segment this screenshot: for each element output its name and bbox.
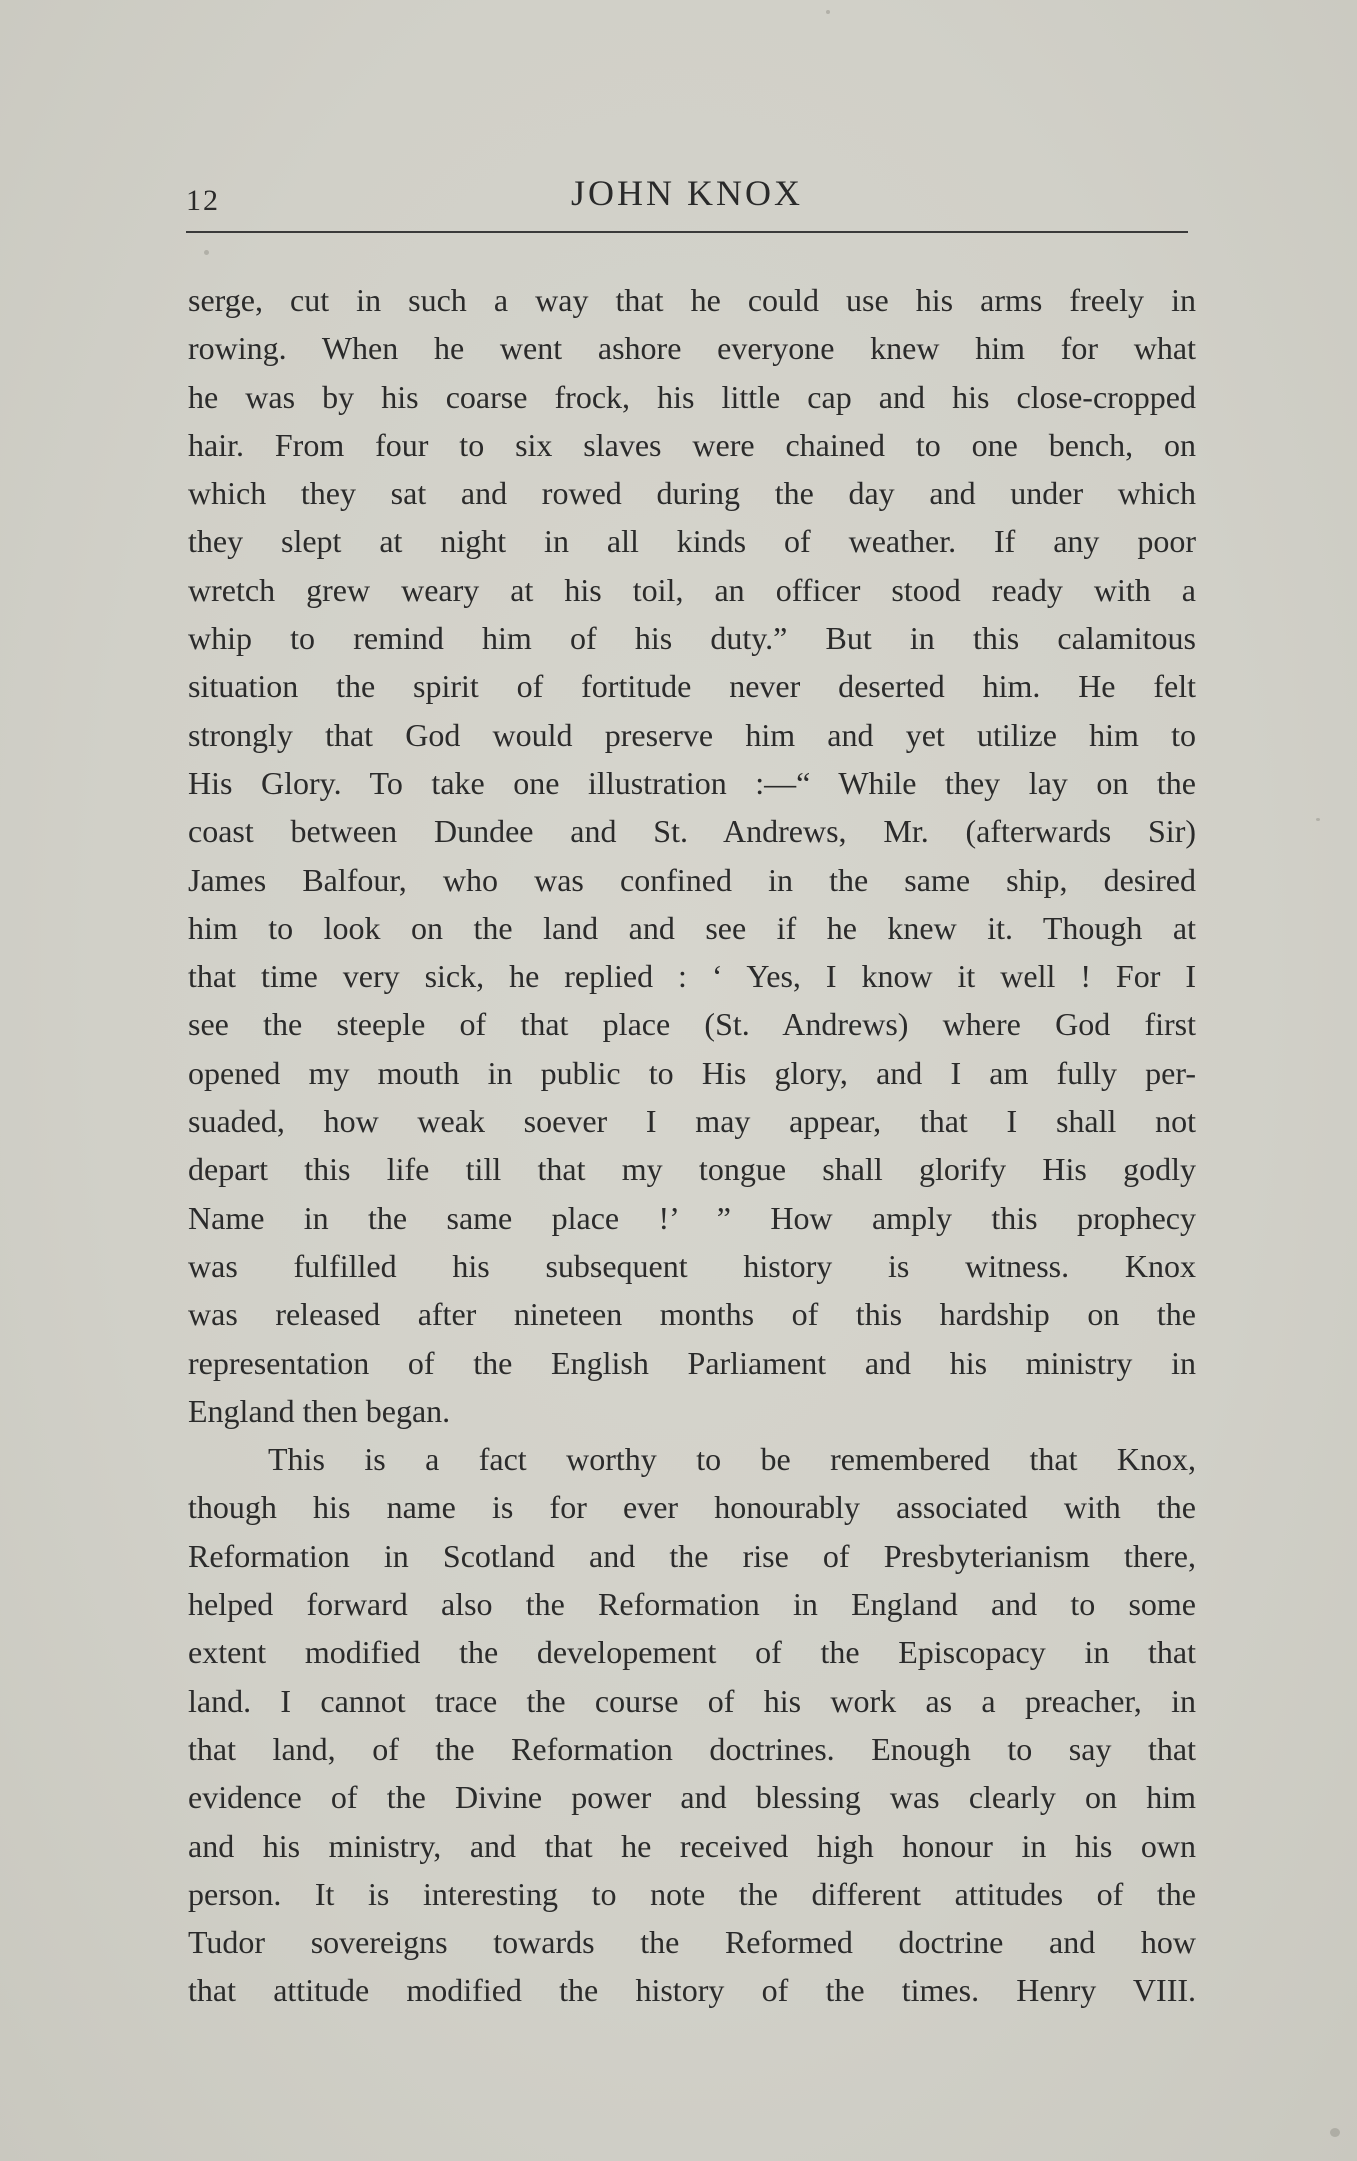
paper-speck	[1316, 818, 1320, 821]
text-line: wretch grew weary at his toil, an officer stood ready with a	[188, 571, 1196, 608]
text-line: person. It is interesting to note the different attitudes of the	[188, 1875, 1196, 1912]
text-line: that attitude modified the history of the times. Henry VIII.	[188, 1972, 1196, 2009]
text-line: rowing. When he went ashore everyone knew him for what	[188, 330, 1196, 367]
text-line: and his ministry, and that he received high honour in his own	[188, 1827, 1196, 1864]
text-line: was released after nineteen months of this hardship on the	[188, 1296, 1196, 1333]
paragraph	[188, 1435, 1196, 2015]
text-line: land. I cannot trace the course of his work as a preacher, in	[188, 1682, 1196, 1719]
text-line: whip to remind him of his duty.” But in this calamitous	[188, 620, 1196, 657]
text-line: coast between Dundee and St. Andrews, Mr. (afterwards Sir)	[188, 813, 1196, 850]
text-line: James Balfour, who was confined in the same ship, desired	[188, 861, 1196, 898]
text-line: though his name is for ever honourably associated with the	[188, 1489, 1196, 1526]
page-header	[186, 172, 1188, 228]
text-line: he was by his coarse frock, his little cap and his close-cropped	[188, 378, 1196, 415]
text-line: helped forward also the Reformation in England and to some	[188, 1586, 1196, 1623]
text-line: situation the spirit of fortitude never deserted him. He felt	[188, 668, 1196, 705]
text-line: evidence of the Divine power and blessing was clearly on him	[188, 1779, 1196, 1816]
text-line: Reformation in Scotland and the rise of Presbyterianism there,	[188, 1537, 1196, 1574]
text-line: him to look on the land and see if he knew it. Though at	[188, 909, 1196, 946]
text-line: extent modified the developement of the Episcopacy in that	[188, 1634, 1196, 1671]
paper-speck	[1330, 2128, 1340, 2137]
paragraph	[188, 276, 1196, 1435]
text-line: opened my mouth in public to His glory, and I am fully per-	[188, 1054, 1196, 1091]
header-rule	[186, 231, 1188, 233]
text-line: His Glory. To take one illustration :—“ While they lay on the	[188, 764, 1196, 801]
running-head: JOHN KNOX	[571, 173, 803, 213]
text-line: which they sat and rowed during the day and under which	[188, 475, 1196, 512]
page-number: 12	[186, 184, 220, 217]
body-text	[188, 276, 1196, 2015]
text-line: serge, cut in such a way that he could use his arms freely in	[188, 282, 1196, 318]
text-line: that land, of the Reformation doctrines. Enough to say that	[188, 1730, 1196, 1767]
text-line: was fulfilled his subsequent history is witness. Knox	[188, 1247, 1196, 1284]
text-line: see the steeple of that place (St. Andrews) where God first	[188, 1006, 1196, 1043]
paper-speck	[826, 10, 830, 14]
text-line: suaded, how weak soever I may appear, that I shall not	[188, 1103, 1196, 1140]
text-line: that time very sick, he replied : ‘ Yes, I know it well ! For I	[188, 958, 1196, 995]
text-line: depart this life till that my tongue shall glorify His godly	[188, 1151, 1196, 1188]
paper-speck	[204, 250, 209, 255]
text-line: strongly that God would preserve him and yet utilize him to	[188, 716, 1196, 753]
text-line: they slept at night in all kinds of weather. If any poor	[188, 523, 1196, 560]
text-line: Tudor sovereigns towards the Reformed doctrine and how	[188, 1924, 1196, 1961]
text-line: England then began.	[188, 1392, 451, 1429]
text-line: hair. From four to six slaves were chained to one bench, on	[188, 426, 1196, 463]
text-line: Name in the same place !’ ” How amply this prophecy	[188, 1199, 1196, 1236]
text-line: representation of the English Parliament and his ministry in	[188, 1344, 1196, 1381]
text-line: This is a fact worthy to be remembered that Knox,	[268, 1441, 1196, 1478]
